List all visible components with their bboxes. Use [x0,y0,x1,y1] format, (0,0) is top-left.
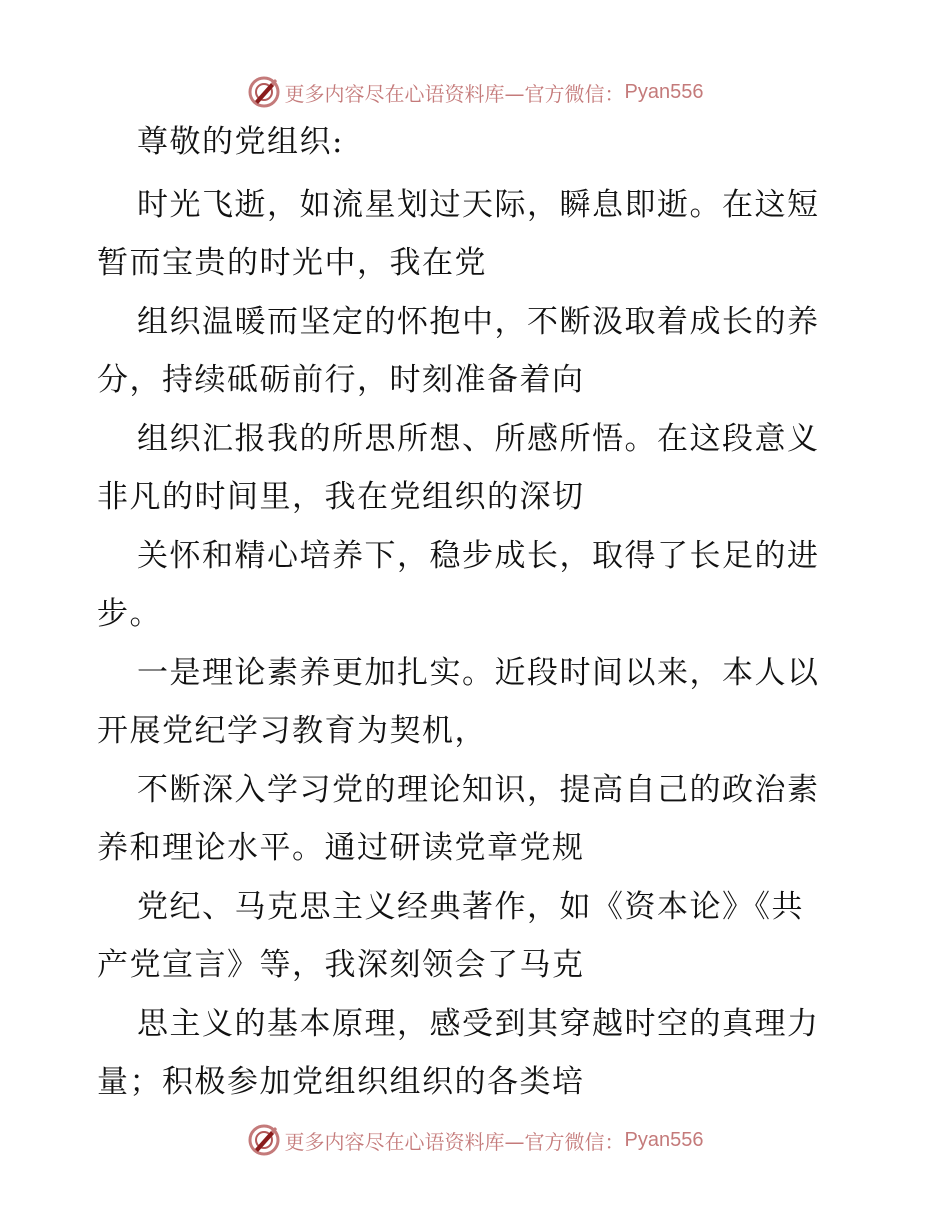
watermark-text: 更多内容尽在心语资料库—官方微信： [284,1129,625,1154]
watermark-id: Pyan556 [624,80,704,103]
text-line: 养和理论水平。通过研读党章党规 [97,830,585,866]
text-line: 分，持续砥砺前行，时刻准备着向 [97,362,585,398]
text-line: 时光飞逝，如流星划过天际，瞬息即逝。在这短 [137,187,820,223]
watermark-text: 更多内容尽在心语资料库—官方微信： [284,81,625,106]
text-line: 产党宣言》等，我深刻领会了马克 [97,947,585,983]
text-line: 思主义的基本原理，感受到其穿越时空的真理力 [137,1006,820,1042]
text-line: 量；积极参加党组织组织的各类培 [97,1064,585,1100]
text-line: 关怀和精心培养下，稳步成长，取得了长足的进 [137,538,820,574]
text-line: 党纪、马克思主义经典著作，如《资本论》《共 [137,889,804,925]
text-line: 不断深入学习党的理论知识，提高自己的政治素 [137,772,820,808]
text-line: 暂而宝贵的时光中，我在党 [97,245,487,281]
header-watermark [0,72,950,112]
text-line: 组织汇报我的所思所想、所感所悟。在这段意义 [137,421,820,457]
footer-watermark [0,1120,950,1160]
text-line: 步。 [97,596,162,632]
text-line: 一是理论素养更加扎实。近段时间以来，本人以 [137,655,820,691]
pen-logo-icon [247,75,281,109]
text-line: 开展党纪学习教育为契机， [97,713,487,749]
pen-logo-icon [247,1123,281,1157]
text-line: 尊敬的党组织: [137,124,344,160]
text-line: 非凡的时间里，我在党组织的深切 [97,479,585,515]
watermark-id: Pyan556 [624,1128,704,1151]
text-line: 组织温暖而坚定的怀抱中，不断汲取着成长的养 [137,304,820,340]
